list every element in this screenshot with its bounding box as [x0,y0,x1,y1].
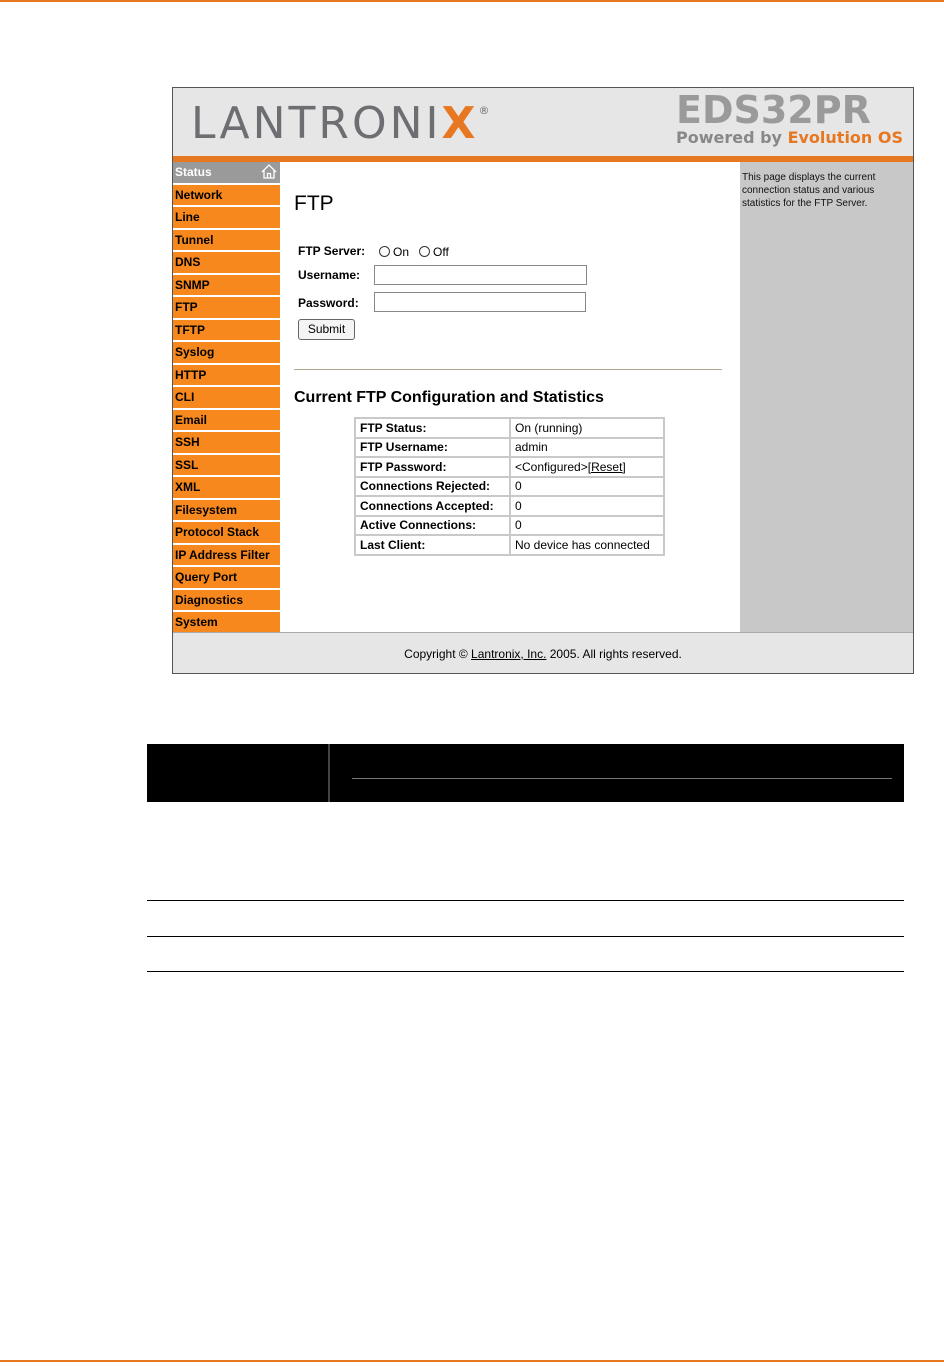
sidebar-item-ip-address-filter[interactable]: IP Address Filter [173,545,280,568]
sidebar-item-system[interactable]: System [173,612,280,635]
sidebar-item-line[interactable]: Line [173,207,280,230]
connections-rejected-value: 0 [510,477,664,497]
doc-header-rule [352,778,892,779]
section-divider [294,369,722,370]
sidebar-item-network[interactable]: Network [173,185,280,208]
table-row [355,418,664,438]
sidebar-item-filesystem[interactable]: Filesystem [173,500,280,523]
last-client-value: No device has connected [510,535,664,555]
page-title: FTP [294,192,334,215]
sidebar-nav [173,162,280,635]
password-input[interactable] [374,292,586,312]
table-row [355,516,664,536]
table-row [355,477,664,497]
sidebar-item-tunnel[interactable]: Tunnel [173,230,280,253]
sidebar-item-xml[interactable]: XML [173,477,280,500]
reset-password-link[interactable]: [Reset] [587,459,626,474]
section-title: Current FTP Configuration and Statistics [294,389,604,406]
sidebar-item-ssh[interactable]: SSH [173,432,280,455]
table-row [355,535,664,555]
ftp-password-cell [510,457,664,477]
doc-table-rule [147,900,904,901]
ftp-username-label: FTP Username: [355,438,510,458]
sidebar-item-status[interactable]: Status [173,162,280,185]
sidebar-item-syslog[interactable]: Syslog [173,342,280,365]
sidebar-item-dns[interactable]: DNS [173,252,280,275]
footer: Copyright © Lantronix, Inc. 2005. All rights reserved. [173,632,913,673]
product-brand [676,90,903,147]
ftp-server-on-radio[interactable] [379,246,390,257]
browser-screenshot [172,87,914,674]
sidebar-item-ssl[interactable]: SSL [173,455,280,478]
lantronix-link[interactable]: Lantronix, Inc. [471,647,547,661]
sidebar-item-tftp[interactable]: TFTP [173,320,280,343]
sidebar-item-query-port[interactable]: Query Port [173,567,280,590]
submit-button[interactable]: Submit [298,319,355,340]
last-client-label: Last Client: [355,535,510,555]
sidebar-item-ftp[interactable]: FTP [173,297,280,320]
top-rule [0,0,944,2]
connections-accepted-value: 0 [510,496,664,516]
table-row [355,457,664,477]
lantronix-logo: LANTRONIX® [191,98,490,149]
home-icon[interactable] [261,164,277,179]
doc-table-rule [147,971,904,972]
table-row [355,438,664,458]
table-row [355,496,664,516]
sidebar-item-protocol-stack[interactable]: Protocol Stack [173,522,280,545]
sidebar-item-diagnostics[interactable]: Diagnostics [173,590,280,613]
sidebar-item-cli[interactable]: CLI [173,387,280,410]
ftp-stats-table [354,417,665,556]
ftp-password-label: FTP Password: [355,457,510,477]
main-content [280,162,740,632]
ftp-username-value: admin [510,438,664,458]
ftp-password-value: <Configured> [515,459,588,474]
sidebar-item-email[interactable]: Email [173,410,280,433]
ftp-server-label: FTP Server: [298,244,366,258]
product-name: EDS32PR [675,88,871,132]
sidebar-item-snmp[interactable]: SNMP [173,275,280,298]
doc-header-separator [328,744,330,802]
help-panel: This page displays the current connection status and various statistics for the FTP Server. [740,162,913,632]
ftp-status-value: On (running) [510,418,664,438]
doc-table-header [147,744,904,802]
ftp-server-off-radio[interactable] [419,246,430,257]
active-connections-value: 0 [510,516,664,536]
connections-rejected-label: Connections Rejected: [355,477,510,497]
ftp-status-label: FTP Status: [355,418,510,438]
ftp-server-on-label[interactable]: On [393,245,410,259]
active-connections-label: Active Connections: [355,516,510,536]
password-label: Password: [298,296,359,310]
username-label: Username: [298,268,361,282]
bottom-rule [0,1360,944,1362]
ftp-server-off-label[interactable]: Off [433,245,449,259]
doc-table-rule [147,936,904,937]
username-input[interactable] [374,265,587,285]
header [173,88,913,156]
product-subtitle: Powered by Evolution OS [675,128,903,147]
sidebar-item-http[interactable]: HTTP [173,365,280,388]
connections-accepted-label: Connections Accepted: [355,496,510,516]
